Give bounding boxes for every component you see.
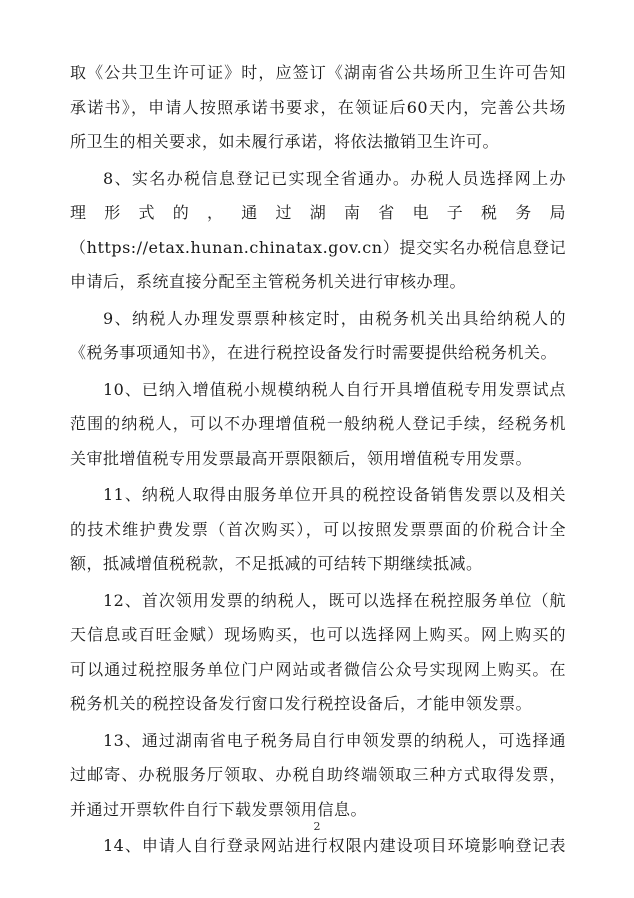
- text-line: 11、纳税人取得由服务单位开具的税控设备销售发票以及相关: [103, 485, 566, 504]
- paragraph-item-12: [70, 584, 566, 722]
- paragraph-continuation: [70, 56, 566, 160]
- text-line: 的技术维护费发票（首次购买），可以按照发票票面的价税合计全: [70, 519, 566, 539]
- paragraph-item-14: [70, 829, 566, 864]
- text-line: 理形式的，通过湖南省电子税务局: [70, 203, 566, 222]
- paragraph-item-9: [70, 302, 566, 371]
- document-body: [70, 56, 566, 866]
- paragraph-item-8: [70, 162, 566, 300]
- text-line: 可以通过税控服务单位门户网站或者微信公众号实现网上购买。在: [70, 659, 566, 679]
- paragraph-item-13: [70, 724, 566, 828]
- text-line: 10、已纳入增值税小规模纳税人自行开具增值税专用发票试点: [103, 379, 566, 399]
- text-line: 并通过开票软件自行下载发票领用信息。: [70, 799, 368, 819]
- text-line: 承诺书》，申请人按照承诺书要求，在领证后60天内，完善公共场: [70, 97, 566, 117]
- text-line: 9、纳税人办理发票票种核定时，由税务机关出具给纳税人的: [103, 308, 566, 328]
- text-line: 范围的纳税人，可以不办理增值税一般纳税人登记手续，经税务机: [70, 414, 566, 433]
- text-line: 13、通过湖南省电子税务局自行申领发票的纳税人，可选择通: [103, 730, 566, 750]
- text-line: 额，抵减增值税税款，不足抵减的可结转下期继续抵减。: [70, 554, 483, 573]
- text-line: 关审批增值税专用发票最高开票限额后，领用增值税专用发票。: [70, 448, 533, 468]
- page-number: 2: [313, 820, 321, 833]
- text-line: 税务机关的税控设备发行窗口发行税控设备后，才能申领发票。: [70, 694, 533, 713]
- paragraph-item-11: [70, 478, 566, 582]
- text-line: 《税务事项通知书》，在进行税控设备发行时需要提供给税务机关。: [70, 343, 558, 362]
- text-line: 申请后，系统直接分配至主管税务机关进行审核办理。: [70, 272, 467, 291]
- paragraph-item-10: [70, 373, 566, 477]
- text-line: 12、首次领用发票的纳税人，既可以选择在税控服务单位（航: [103, 590, 566, 610]
- text-line-url: （https://etax.hunan.chinatax.gov.cn）提交实名办税信息登记: [70, 237, 566, 257]
- text-line: 14、申请人自行登录网站进行权限内建设项目环境影响登记表: [103, 836, 566, 855]
- text-line: 取《公共卫生许可证》时，应签订《湖南省公共场所卫生许可告知: [70, 63, 566, 82]
- text-line: 天信息或百旺金赋）现场购买，也可以选择网上购买。网上购买的: [70, 625, 566, 644]
- text-line: 所卫生的相关要求，如未履行承诺，将依法撤销卫生许可。: [70, 132, 500, 151]
- text-line: 过邮寄、办税服务厅领取、办税自助终端领取三种方式取得发票，: [70, 765, 566, 784]
- text-line: 8、实名办税信息登记已实现全省通办。办税人员选择网上办: [103, 168, 566, 188]
